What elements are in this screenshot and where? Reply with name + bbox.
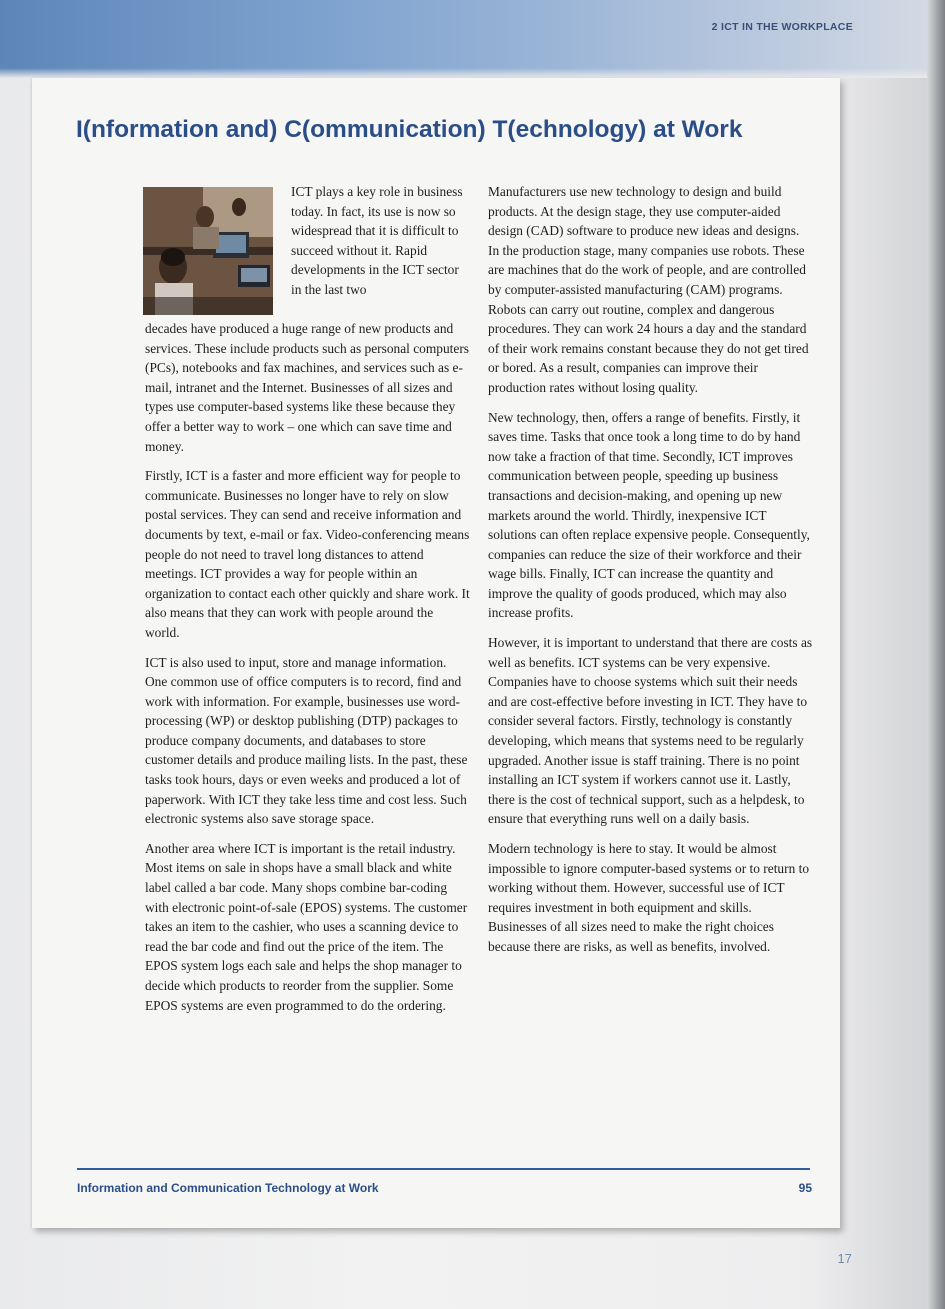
photo-people-at-computers-icon	[143, 187, 273, 315]
paragraph-benefits: New technology, then, offers a range of benefits. Firstly, it saves time. Tasks that once took a long time to do by hand now take a fraction of that time. Secondly, ICT improves communication between people, speeding up business transactions and decision-making, and opening up new markets around the world. Thirdly, inexpensive ICT solutions can often replace expensive people. Consequently, companies can reduce the size of their workforce and their wage bills. Finally, ICT can increase the quantity and improve the quality of goods produced, which may also increase profits.	[488, 409, 810, 621]
chapter-label: 2 ICT IN THE WORKPLACE	[711, 21, 853, 33]
header-band	[0, 0, 945, 78]
left-column	[145, 319, 471, 1025]
paragraph-conclusion: Modern technology is here to stay. It would be almost impossible to ignore computer-based systems or to return to working without them. However, successful use of ICT requires investment in both equipment and skills. Businesses of all sizes need to make the right choices because there are risks, as well as benefits, involved.	[488, 841, 810, 954]
paragraph-costs: However, it is important to understand that there are costs as well as benefits. ICT systems can be very expensive. Companies have to choose systems which suit their needs and are cost-effective before investing in ICT. They have to consider several factors. Firstly, technology is constantly developing, which means that systems need to be regularly upgraded. Another issue is staff training. There is no point installing an ICT system if workers cannot use it. Lastly, there is the cost of technical support, such as a helpdesk, to ensure that everything runs well on a daily basis.	[488, 635, 813, 827]
footer-title: Information and Communication Technology at Work	[77, 1181, 379, 1195]
paragraph-communication: Firstly, ICT is a faster and more efficient way for people to communicate. Businesses no longer have to rely on slow postal services. They can send and receive information and documents by text, e-mail or fax. Video-conferencing means people do not need to travel long distances to attend meetings. ICT provides a way for people within an organization to contact each other quickly and share work. It also means that they can work with people around the world.	[145, 468, 470, 640]
right-column	[488, 182, 813, 967]
paragraph-retail: Another area where ICT is important is the retail industry. Most items on sale in shops have a small black and white label called a bar code. Many shops combine bar-coding with electronic point-of-sale (EPOS) systems. The customer takes an item to the cashier, who uses a scanning device to read the bar code and find out the price of the item. The EPOS system logs each sale and helps the shop manager to decide which products to reorder from the supplier. Some EPOS systems are even programmed to do the ordering.	[145, 840, 468, 1013]
intro-continued-paragraph: decades have produced a huge range of new products and services. These include products such as personal computers (PCs), notebooks and fax machines, and services such as e-mail, intranet and the Internet. Businesses of all sizes and types use computer-based systems like these because they offer a better way to work – one which can save time and money.	[145, 321, 470, 454]
footer-inner-page-number: 95	[798, 1181, 812, 1195]
photo-illustration	[143, 187, 273, 315]
book-spine-edge	[927, 0, 945, 1309]
page-number: 17	[837, 1251, 852, 1266]
article-title: I(nformation and) C(ommunication) T(echnology) at Work	[76, 116, 743, 143]
paragraph-information-management: ICT is also used to input, store and manage information. One common use of office computers is to record, find and work with information. For example, businesses use word-processing (WP) or desktop publishing (DTP) packages to produce company documents, and databases to store customer details and produce mailing lists. In the past, these tasks took hours, days or even weeks and produced a lot of paperwork. With ICT they take less time and cost less. Such electronic systems also save storage space.	[145, 654, 468, 827]
intro-wrapped-text: ICT plays a key role in business today. In fact, its use is now so widespread that it is difficult to succeed without it. Rapid developments in the ICT sector in the last two	[291, 184, 463, 297]
footer-divider	[77, 1168, 810, 1170]
paragraph-manufacturing: Manufacturers use new technology to design and build products. At the design stage, they use computer-aided design (CAD) software to produce new ideas and designs. In the production stage, many companies use robots. These are machines that do the work of people, and are controlled by computer-assisted manufacturing (CAM) programs. Robots can carry out routine, complex and dangerous procedures. They can work 24 hours a day and the standard of their work remains constant because they do not get tired or bored. As a result, companies can improve their production rates without losing quality.	[488, 184, 809, 395]
